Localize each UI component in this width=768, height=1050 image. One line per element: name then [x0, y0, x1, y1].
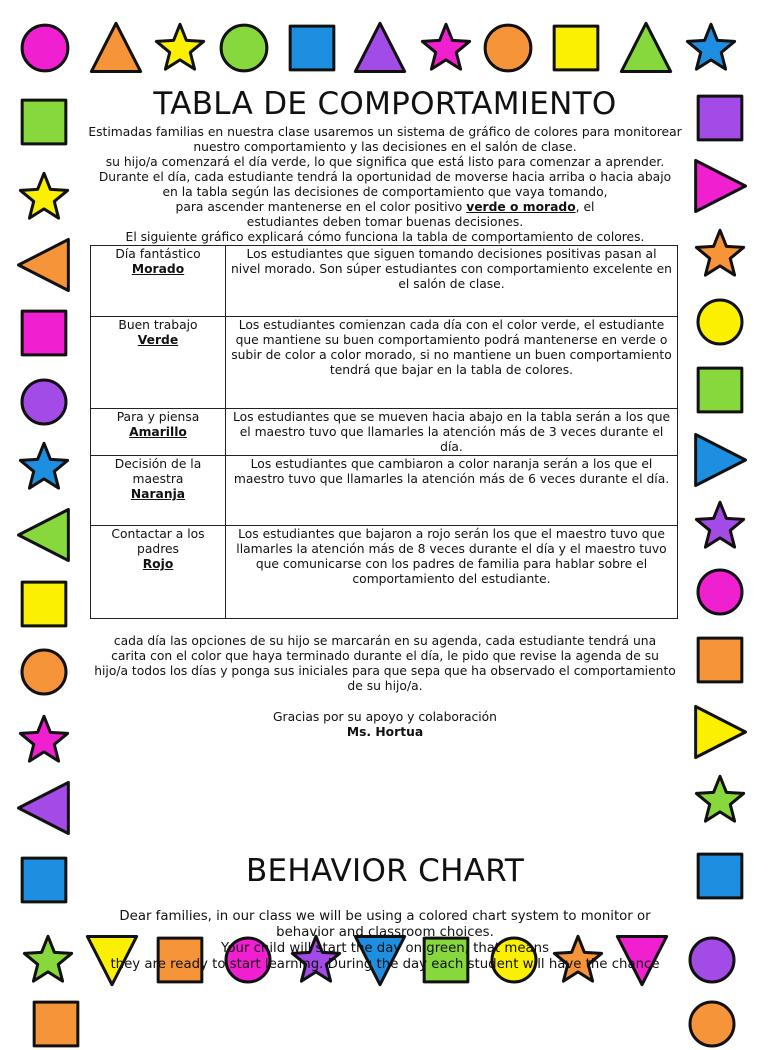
intro-line: Durante el día, cada estudiante tendrá la oportunidad de moverse hacia arriba o hacia abajo: [98, 170, 672, 184]
row-description: Los estudiantes que bajaron a rojo serán los que el maestro tuvo que llamarles la atención más de 8 veces durante el día y el maestro tuvo que comunicarse con los padres de familia para hablar sobre el comportamiento del estudiante.: [226, 526, 678, 619]
intro-line: estudiantes deben tomar buenas decisiones.: [246, 215, 524, 229]
page-title: TABLA DE COMPORTAMIENTO: [153, 86, 617, 122]
star-shape-icon: [17, 170, 71, 224]
square-shape-icon: [694, 92, 746, 144]
row-label-cell: [91, 246, 226, 317]
triangle-shape-icon: [691, 157, 749, 215]
square-shape-icon: [694, 634, 746, 686]
square-shape-icon: [550, 22, 602, 74]
row-level: Naranja: [130, 487, 186, 501]
row-label: Decisión de la maestra: [114, 457, 202, 486]
row-label-cell: [91, 317, 226, 409]
table-row: [91, 526, 678, 619]
star-shape-icon: [693, 227, 747, 281]
circle-shape-icon: [482, 22, 534, 74]
ascend-colors: verde o morado: [466, 200, 576, 214]
table-row: [91, 456, 678, 526]
row-description: Los estudiantes que cambiaron a color naranja serán a los que el maestro tuvo que llamarles la atención más de 6 veces durante el día.: [226, 456, 678, 526]
signature: Ms. Hortua: [346, 725, 424, 739]
circle-shape-icon: [687, 935, 737, 985]
star-shape-icon: [693, 499, 747, 553]
triangle-shape-icon: [691, 703, 749, 761]
star-shape-icon: [419, 21, 473, 75]
intro-line: Estimadas familias en nuestra clase usaremos un sistema de gráfico de colores para monitorear: [88, 125, 682, 139]
english-intro-line: they are ready to start learning. During the day each student will have the chance: [110, 957, 660, 972]
closing-paragraph: [80, 634, 690, 694]
thanks-block: [80, 710, 690, 740]
star-shape-icon: [17, 440, 71, 494]
circle-shape-icon: [19, 377, 69, 427]
thanks-text: Gracias por su apoyo y colaboración: [273, 710, 497, 724]
row-description: Los estudiantes que se mueven hacia abajo en la tabla serán a los que el maestro tuvo que llamarles la atención más de 3 veces durante el día.: [226, 409, 678, 456]
table-row: [91, 409, 678, 456]
intro-line: El siguiente gráfico explicará cómo funciona la tabla de comportamiento de colores.: [125, 230, 645, 244]
row-label-cell: [91, 409, 226, 456]
closing-line: carita con el color que haya terminado durante el día, le pido que revise la agenda de su: [111, 649, 659, 663]
star-shape-icon: [17, 713, 71, 767]
square-shape-icon: [18, 854, 70, 906]
circle-shape-icon: [687, 999, 737, 1049]
circle-shape-icon: [218, 22, 270, 74]
square-shape-icon: [18, 307, 70, 359]
triangle-shape-icon: [15, 506, 73, 564]
row-description: Los estudiantes que siguen tomando decisiones positivas pasan al nivel morado. Son súper estudiantes con comportamiento excelente en el salón de clase.: [226, 246, 678, 317]
star-shape-icon: [21, 933, 75, 987]
english-intro-line: Dear families, in our class we will be using a colored chart system to monitor or: [119, 909, 651, 924]
closing-line: cada día las opciones de su hijo se marcarán en su agenda, cada estudiante tendrá una: [113, 634, 657, 648]
row-label-cell: [91, 526, 226, 619]
row-description: Los estudiantes comienzan cada día con el color verde, el estudiante que mantiene su buen comportamiento podrá mantenerse en verde o subir de color a color morado, si no mantiene un buen comportamiento tendrá que bajar en la tabla de colores.: [226, 317, 678, 409]
triangle-shape-icon: [88, 20, 144, 76]
english-title: BEHAVIOR CHART: [245, 853, 525, 889]
english-intro-line: behavior and classroom choices.: [276, 925, 494, 940]
row-label: Buen trabajo: [118, 318, 198, 332]
row-level: Morado: [131, 262, 185, 276]
ascend-prefix: para ascender mantenerse en el color positivo: [175, 200, 467, 214]
row-level: Verde: [137, 333, 179, 347]
english-intro-paragraph: [80, 909, 690, 973]
intro-line: en la tabla según las decisiones de comportamiento que vaya tomando,: [162, 185, 608, 199]
square-shape-icon: [18, 96, 70, 148]
circle-shape-icon: [695, 567, 745, 617]
star-shape-icon: [153, 21, 207, 75]
row-label-cell: [91, 456, 226, 526]
square-shape-icon: [18, 578, 70, 630]
square-shape-icon: [694, 850, 746, 902]
table-row: [91, 317, 678, 409]
triangle-shape-icon: [15, 779, 73, 837]
triangle-shape-icon: [15, 236, 73, 294]
circle-shape-icon: [19, 22, 71, 74]
square-shape-icon: [286, 22, 338, 74]
circle-shape-icon: [19, 647, 69, 697]
behavior-table: [90, 245, 678, 619]
triangle-shape-icon: [691, 431, 749, 489]
triangle-shape-icon: [352, 20, 408, 76]
triangle-shape-icon: [618, 20, 674, 76]
row-label: Contactar a los padres: [111, 527, 205, 556]
intro-line: su hijo/a comenzará el día verde, lo que significa que está listo para comenzar a aprender.: [105, 155, 665, 169]
ascend-suffix: , el: [575, 200, 595, 214]
table-row: [91, 246, 678, 317]
star-shape-icon: [693, 773, 747, 827]
english-intro-line: Your child will start the day on green, that means: [220, 941, 550, 956]
circle-shape-icon: [695, 297, 745, 347]
star-shape-icon: [684, 21, 738, 75]
closing-line: de su hijo/a.: [347, 679, 423, 693]
row-label: Para y piensa: [116, 410, 200, 424]
intro-paragraph: [80, 125, 690, 245]
row-level: Rojo: [142, 557, 174, 571]
closing-line: hijo/a todos los días y ponga sus iniciales para que sepa que ha observado el comportamiento: [94, 664, 676, 678]
row-level: Amarillo: [129, 425, 187, 439]
square-shape-icon: [694, 364, 746, 416]
intro-line: nuestro comportamiento y las decisiones en el salón de clase.: [193, 140, 577, 154]
intro-line-ascend: [80, 200, 690, 215]
row-label: Día fantástico: [115, 247, 201, 261]
square-shape-icon: [30, 998, 82, 1050]
